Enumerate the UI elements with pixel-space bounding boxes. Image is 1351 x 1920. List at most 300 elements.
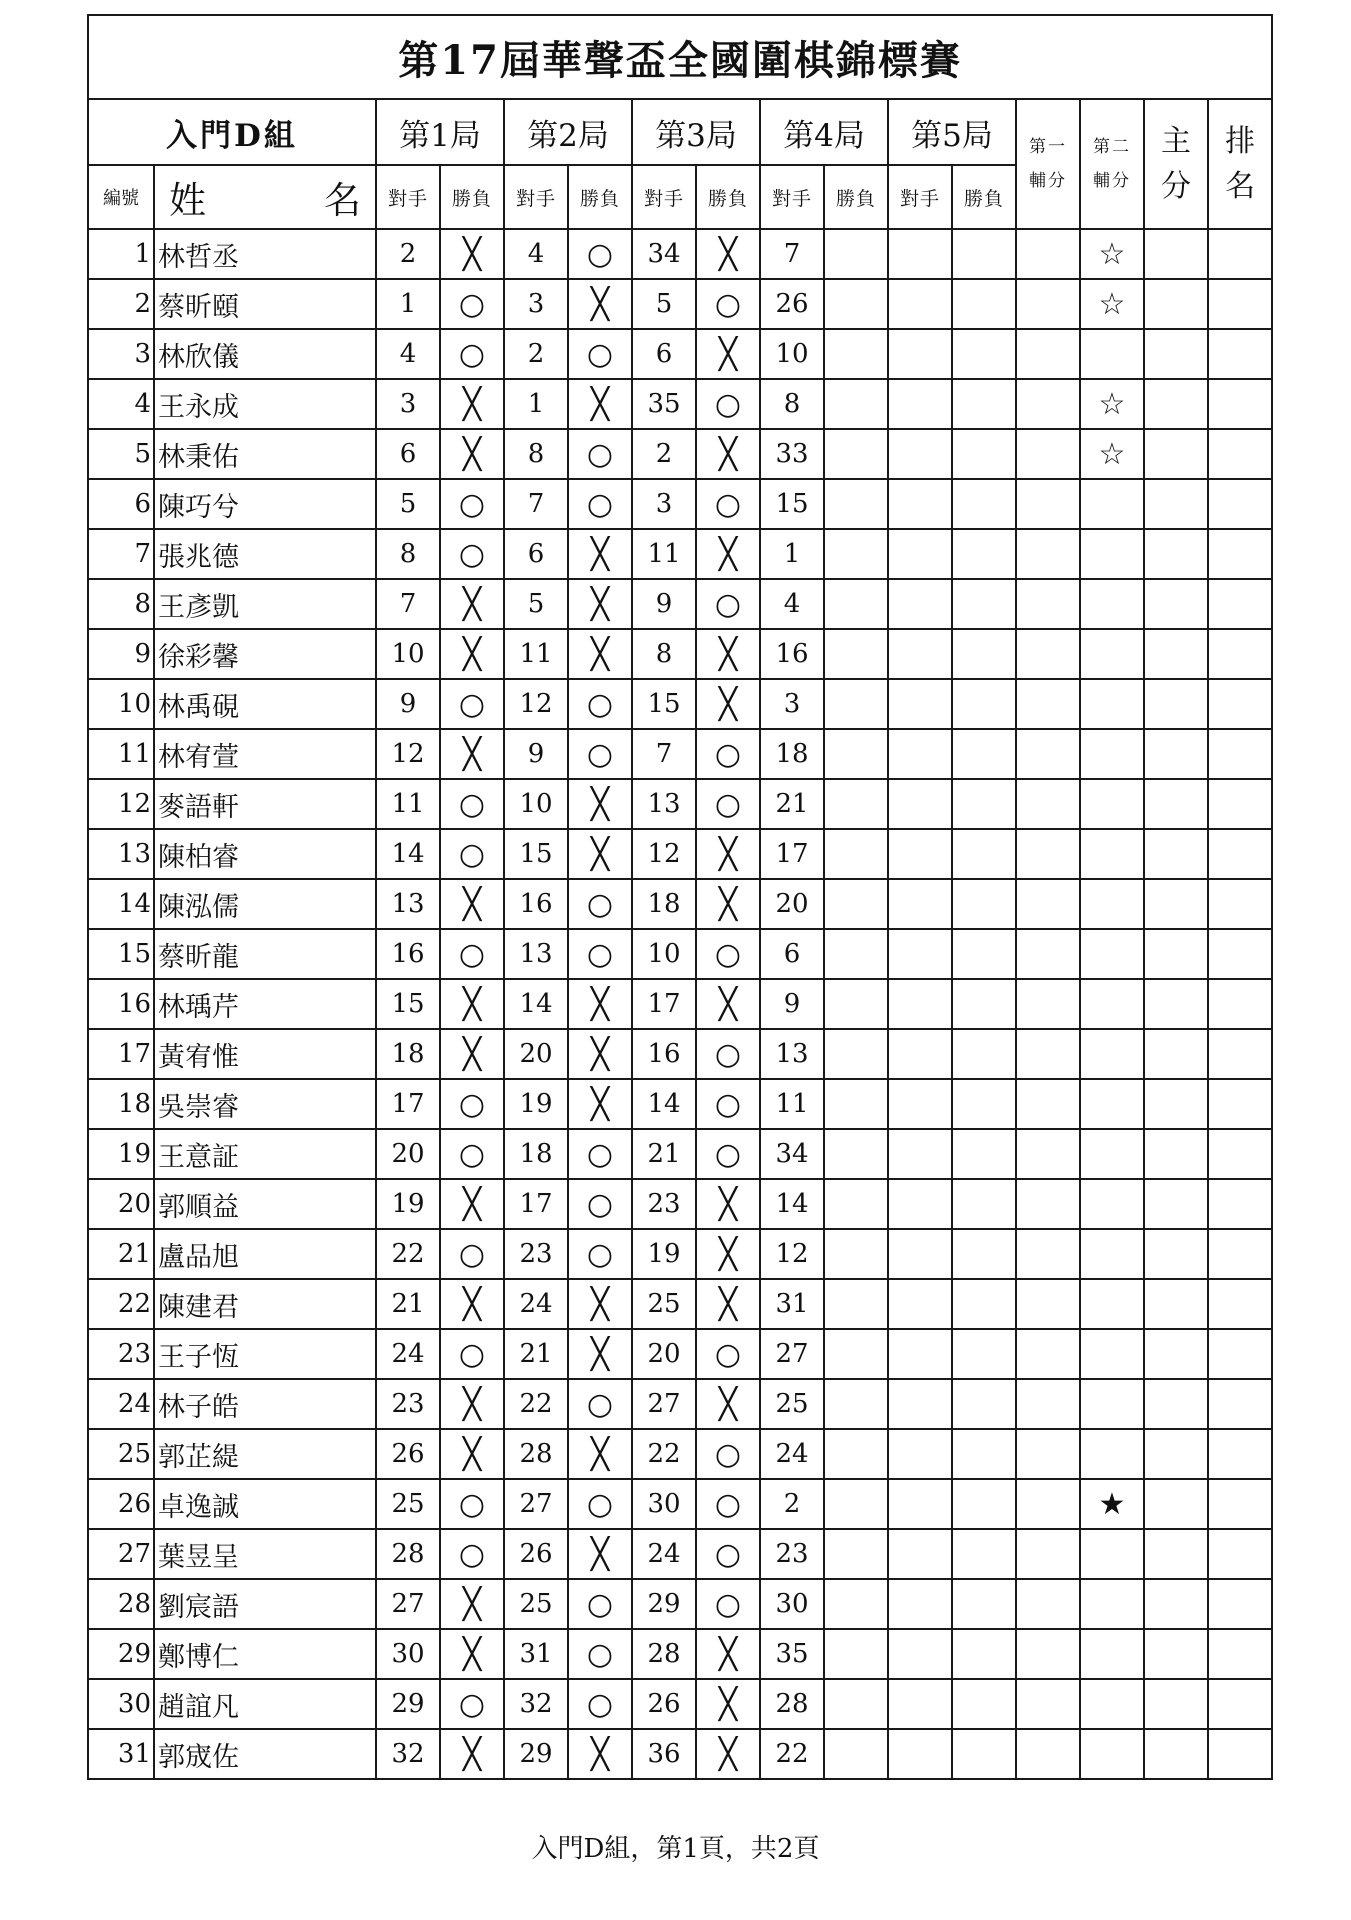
round-1-opponent: 10 — [376, 629, 440, 679]
round-1-opponent: 23 — [376, 1379, 440, 1429]
round-1-result: ╳ — [440, 1179, 504, 1229]
round-5-opponent — [888, 1629, 952, 1679]
round-3-result: ╳ — [696, 429, 760, 479]
round-1-opponent: 12 — [376, 729, 440, 779]
aux1-score — [1016, 1579, 1080, 1629]
round-2-result: ○ — [568, 229, 632, 279]
round-3-opponent: 11 — [632, 529, 696, 579]
player-name: 林哲丞 — [154, 229, 376, 279]
round-2-result: ╳ — [568, 1329, 632, 1379]
opponent-header: 對手 — [760, 165, 824, 229]
round-4-result — [824, 579, 888, 629]
round-3-result: ╳ — [696, 1229, 760, 1279]
player-name: 蔡昕頤 — [154, 279, 376, 329]
main-score — [1144, 379, 1208, 429]
round-4-result — [824, 929, 888, 979]
main-score — [1144, 479, 1208, 529]
round-2-result: ╳ — [568, 1729, 632, 1779]
round-5-result — [952, 1329, 1016, 1379]
aux1-score — [1016, 1729, 1080, 1779]
round-3-opponent: 24 — [632, 1529, 696, 1579]
table-row — [88, 729, 1272, 779]
player-number: 13 — [88, 829, 154, 879]
round-4-opponent: 6 — [760, 929, 824, 979]
round-1-result: ╳ — [440, 579, 504, 629]
main-score — [1144, 1179, 1208, 1229]
rank — [1208, 1079, 1272, 1129]
table-row — [88, 1479, 1272, 1529]
round-4-opponent: 14 — [760, 1179, 824, 1229]
round-2-opponent: 13 — [504, 929, 568, 979]
round-2-opponent: 14 — [504, 979, 568, 1029]
round-2-opponent: 23 — [504, 1229, 568, 1279]
player-number: 26 — [88, 1479, 154, 1529]
round-3-opponent: 2 — [632, 429, 696, 479]
aux1-score — [1016, 329, 1080, 379]
aux2-score — [1080, 1179, 1144, 1229]
aux2-header-line1: 第二 — [1093, 137, 1131, 157]
rank — [1208, 1229, 1272, 1279]
round-3-result: ○ — [696, 479, 760, 529]
round-4-result — [824, 1179, 888, 1229]
round-4-result — [824, 979, 888, 1029]
round-4-opponent: 18 — [760, 729, 824, 779]
player-name: 張兆德 — [154, 529, 376, 579]
player-number: 9 — [88, 629, 154, 679]
rank — [1208, 229, 1272, 279]
round-3-result: ╳ — [696, 979, 760, 1029]
aux1-score — [1016, 1029, 1080, 1079]
round-4-result — [824, 1279, 888, 1329]
round-1-opponent: 20 — [376, 1129, 440, 1179]
aux1-score — [1016, 579, 1080, 629]
round-1-opponent: 8 — [376, 529, 440, 579]
round-2-result: ○ — [568, 1479, 632, 1529]
player-name: 王子恆 — [154, 1329, 376, 1379]
round-1-result: ╳ — [440, 1379, 504, 1429]
round-4-result — [824, 879, 888, 929]
round-2-opponent: 32 — [504, 1679, 568, 1729]
aux1-score — [1016, 879, 1080, 929]
round-5-result — [952, 779, 1016, 829]
aux2-score — [1080, 979, 1144, 1029]
round-3-result: ○ — [696, 1329, 760, 1379]
round-1-result: ╳ — [440, 629, 504, 679]
round-5-opponent — [888, 879, 952, 929]
round-1-result: ╳ — [440, 1579, 504, 1629]
round-4-result — [824, 429, 888, 479]
table-row — [88, 379, 1272, 429]
rank — [1208, 679, 1272, 729]
rank — [1208, 579, 1272, 629]
aux2-score: ☆ — [1080, 279, 1144, 329]
round-3-opponent: 15 — [632, 679, 696, 729]
aux2-score — [1080, 329, 1144, 379]
round-3-opponent: 18 — [632, 879, 696, 929]
round-5-result — [952, 1529, 1016, 1579]
round-3-opponent: 35 — [632, 379, 696, 429]
round-1-result: ○ — [440, 1679, 504, 1729]
round-2-opponent: 9 — [504, 729, 568, 779]
round-1-opponent: 7 — [376, 579, 440, 629]
player-number: 18 — [88, 1079, 154, 1129]
round-1-opponent: 21 — [376, 1279, 440, 1329]
rank — [1208, 1029, 1272, 1079]
opponent-header: 對手 — [888, 165, 952, 229]
aux1-score — [1016, 1179, 1080, 1229]
table-row — [88, 679, 1272, 729]
aux2-score — [1080, 1679, 1144, 1729]
round-5-opponent — [888, 1329, 952, 1379]
aux1-score — [1016, 629, 1080, 679]
round-5-result — [952, 379, 1016, 429]
round-5-opponent — [888, 829, 952, 879]
table-row — [88, 1079, 1272, 1129]
aux1-score — [1016, 279, 1080, 329]
player-number: 12 — [88, 779, 154, 829]
table-row — [88, 429, 1272, 479]
aux2-score — [1080, 1329, 1144, 1379]
opponent-header: 對手 — [504, 165, 568, 229]
group-label: 入門D組 — [88, 99, 376, 165]
round-2-result: ╳ — [568, 1079, 632, 1129]
round-4-result — [824, 1129, 888, 1179]
round-5-result — [952, 229, 1016, 279]
round-4-opponent: 35 — [760, 1629, 824, 1679]
player-number: 17 — [88, 1029, 154, 1079]
round-4-opponent: 9 — [760, 979, 824, 1029]
round-5-opponent — [888, 1179, 952, 1229]
round-2-opponent: 10 — [504, 779, 568, 829]
player-number: 1 — [88, 229, 154, 279]
round-5-result — [952, 1729, 1016, 1779]
round-1-result: ╳ — [440, 1429, 504, 1479]
rank — [1208, 1129, 1272, 1179]
round-2-result: ╳ — [568, 629, 632, 679]
table-row — [88, 279, 1272, 329]
round-5-opponent — [888, 1429, 952, 1479]
aux1-header-line1: 第一 — [1029, 137, 1067, 157]
round-4-opponent: 23 — [760, 1529, 824, 1579]
round-2-result: ○ — [568, 729, 632, 779]
round-3-result: ╳ — [696, 1279, 760, 1329]
round-4-opponent: 4 — [760, 579, 824, 629]
table-row — [88, 879, 1272, 929]
round-4-opponent: 2 — [760, 1479, 824, 1529]
round-4-opponent: 26 — [760, 279, 824, 329]
player-name: 郭宬佐 — [154, 1729, 376, 1779]
aux1-score — [1016, 679, 1080, 729]
aux1-score — [1016, 1229, 1080, 1279]
aux2-score — [1080, 629, 1144, 679]
round-4-opponent: 17 — [760, 829, 824, 879]
round-3-result: ╳ — [696, 229, 760, 279]
main-score — [1144, 1379, 1208, 1429]
aux1-header — [1016, 99, 1080, 229]
round-1-opponent: 30 — [376, 1629, 440, 1679]
player-name: 王永成 — [154, 379, 376, 429]
table-row — [88, 479, 1272, 529]
round-4-result — [824, 279, 888, 329]
aux1-score — [1016, 1329, 1080, 1379]
aux1-score — [1016, 1379, 1080, 1429]
aux2-score — [1080, 579, 1144, 629]
main-score — [1144, 879, 1208, 929]
round-5-opponent — [888, 779, 952, 829]
round-5-result — [952, 1579, 1016, 1629]
table-row — [88, 779, 1272, 829]
aux2-score — [1080, 779, 1144, 829]
round-3-result: ○ — [696, 579, 760, 629]
round-2-opponent: 1 — [504, 379, 568, 429]
table-row — [88, 1279, 1272, 1329]
round-2-opponent: 3 — [504, 279, 568, 329]
round-4-opponent: 20 — [760, 879, 824, 929]
player-name: 郭芷緹 — [154, 1429, 376, 1479]
player-number: 29 — [88, 1629, 154, 1679]
aux1-score — [1016, 379, 1080, 429]
result-header: 勝負 — [568, 165, 632, 229]
round-4-opponent: 13 — [760, 1029, 824, 1079]
round-1-result: ○ — [440, 829, 504, 879]
round-5-opponent — [888, 479, 952, 529]
round-3-result: ╳ — [696, 1179, 760, 1229]
round-5-result — [952, 679, 1016, 729]
round-3-opponent: 20 — [632, 1329, 696, 1379]
round-2-opponent: 20 — [504, 1029, 568, 1079]
player-name: 林秉佑 — [154, 429, 376, 479]
round-2-opponent: 6 — [504, 529, 568, 579]
round-2-opponent: 29 — [504, 1729, 568, 1779]
main-score — [1144, 1729, 1208, 1779]
round-3-result: ╳ — [696, 1379, 760, 1429]
round-3-opponent: 9 — [632, 579, 696, 629]
round-3-opponent: 7 — [632, 729, 696, 779]
player-number: 22 — [88, 1279, 154, 1329]
round-1-result: ○ — [440, 679, 504, 729]
round-1-result: ○ — [440, 1229, 504, 1279]
main-score — [1144, 829, 1208, 879]
rank — [1208, 1529, 1272, 1579]
round-3-result: ╳ — [696, 1679, 760, 1729]
aux1-score — [1016, 1279, 1080, 1329]
round-4-result — [824, 379, 888, 429]
round-3-result: ╳ — [696, 1629, 760, 1679]
round-2-result: ╳ — [568, 279, 632, 329]
round-5-opponent — [888, 729, 952, 779]
rank-header — [1208, 99, 1272, 229]
main-score — [1144, 979, 1208, 1029]
round-3-result: ○ — [696, 279, 760, 329]
round-2-result: ╳ — [568, 529, 632, 579]
round-2-result: ╳ — [568, 1529, 632, 1579]
player-name: 吳崇睿 — [154, 1079, 376, 1129]
round-3-result: ○ — [696, 1129, 760, 1179]
round-1-result: ╳ — [440, 229, 504, 279]
aux1-score — [1016, 829, 1080, 879]
round-4-result — [824, 1379, 888, 1429]
round-5-result — [952, 1429, 1016, 1479]
rank — [1208, 1629, 1272, 1679]
rank — [1208, 379, 1272, 429]
round-1-opponent: 28 — [376, 1529, 440, 1579]
table-row — [88, 829, 1272, 879]
round-4-result — [824, 779, 888, 829]
round-1-opponent: 29 — [376, 1679, 440, 1729]
round-4-opponent: 1 — [760, 529, 824, 579]
round-1-opponent: 14 — [376, 829, 440, 879]
round-4-result — [824, 1229, 888, 1279]
round-5-result — [952, 729, 1016, 779]
round-1-result: ○ — [440, 1479, 504, 1529]
round-3-opponent: 29 — [632, 1579, 696, 1629]
player-number: 7 — [88, 529, 154, 579]
player-number: 4 — [88, 379, 154, 429]
aux1-score — [1016, 1479, 1080, 1529]
round-2-opponent: 16 — [504, 879, 568, 929]
round-5-opponent — [888, 629, 952, 679]
round-1-header: 第1局 — [376, 99, 504, 165]
main-score — [1144, 729, 1208, 779]
round-4-opponent: 30 — [760, 1579, 824, 1629]
round-3-opponent: 3 — [632, 479, 696, 529]
round-3-opponent: 16 — [632, 1029, 696, 1079]
round-1-result: ○ — [440, 929, 504, 979]
round-2-opponent: 31 — [504, 1629, 568, 1679]
table-row — [88, 979, 1272, 1029]
round-1-opponent: 22 — [376, 1229, 440, 1279]
round-4-result — [824, 1629, 888, 1679]
aux2-score — [1080, 829, 1144, 879]
round-2-result: ╳ — [568, 829, 632, 879]
rank — [1208, 279, 1272, 329]
round-4-opponent: 10 — [760, 329, 824, 379]
round-2-opponent: 4 — [504, 229, 568, 279]
round-3-result: ╳ — [696, 629, 760, 679]
main-score — [1144, 679, 1208, 729]
round-2-result: ╳ — [568, 979, 632, 1029]
main-score — [1144, 629, 1208, 679]
round-5-opponent — [888, 929, 952, 979]
round-5-result — [952, 1679, 1016, 1729]
round-5-result — [952, 529, 1016, 579]
player-name: 卓逸誠 — [154, 1479, 376, 1529]
round-2-result: ○ — [568, 1629, 632, 1679]
round-2-opponent: 8 — [504, 429, 568, 479]
round-2-opponent: 22 — [504, 1379, 568, 1429]
round-3-result: ○ — [696, 1529, 760, 1579]
player-number: 11 — [88, 729, 154, 779]
round-3-opponent: 19 — [632, 1229, 696, 1279]
table-row — [88, 329, 1272, 379]
round-1-result: ○ — [440, 779, 504, 829]
aux2-score — [1080, 1129, 1144, 1179]
round-2-result: ○ — [568, 1229, 632, 1279]
round-4-result — [824, 529, 888, 579]
round-4-opponent: 24 — [760, 1429, 824, 1479]
player-number: 5 — [88, 429, 154, 479]
round-2-opponent: 25 — [504, 1579, 568, 1629]
round-2-opponent: 26 — [504, 1529, 568, 1579]
round-1-result: ○ — [440, 479, 504, 529]
round-3-opponent: 22 — [632, 1429, 696, 1479]
round-4-result — [824, 1529, 888, 1579]
table-row — [88, 1729, 1272, 1779]
round-5-result — [952, 1029, 1016, 1079]
round-2-opponent: 17 — [504, 1179, 568, 1229]
round-2-opponent: 19 — [504, 1079, 568, 1129]
round-1-result: ╳ — [440, 379, 504, 429]
player-name: 鄭博仁 — [154, 1629, 376, 1679]
player-name: 林子皓 — [154, 1379, 376, 1429]
round-5-opponent — [888, 1279, 952, 1329]
round-5-result — [952, 479, 1016, 529]
main-score — [1144, 1079, 1208, 1129]
table-row — [88, 629, 1272, 679]
round-1-opponent: 13 — [376, 879, 440, 929]
player-number: 6 — [88, 479, 154, 529]
rank — [1208, 729, 1272, 779]
tournament-title: 第17屆華聲盃全國圍棋錦標賽 — [88, 15, 1272, 99]
round-5-opponent — [888, 279, 952, 329]
table-row — [88, 529, 1272, 579]
main-score — [1144, 1629, 1208, 1679]
round-4-opponent: 12 — [760, 1229, 824, 1279]
player-number: 8 — [88, 579, 154, 629]
player-name: 蔡昕龍 — [154, 929, 376, 979]
aux2-score — [1080, 879, 1144, 929]
round-2-result: ╳ — [568, 1029, 632, 1079]
aux2-score — [1080, 679, 1144, 729]
player-name: 林欣儀 — [154, 329, 376, 379]
table-row — [88, 1379, 1272, 1429]
round-5-opponent — [888, 429, 952, 479]
round-1-result: ○ — [440, 1129, 504, 1179]
table-row — [88, 1629, 1272, 1679]
round-3-result: ○ — [696, 929, 760, 979]
round-3-result: ○ — [696, 1579, 760, 1629]
aux2-score — [1080, 1579, 1144, 1629]
round-2-opponent: 15 — [504, 829, 568, 879]
round-4-result — [824, 729, 888, 779]
main-score — [1144, 229, 1208, 279]
round-1-result: ○ — [440, 329, 504, 379]
player-name: 劉宸語 — [154, 1579, 376, 1629]
main-score — [1144, 1329, 1208, 1379]
round-1-result: ○ — [440, 279, 504, 329]
round-5-result — [952, 1279, 1016, 1329]
page-footer: 入門D組，第1頁，共2頁 — [531, 1834, 820, 1864]
round-1-opponent: 25 — [376, 1479, 440, 1529]
round-5-result — [952, 929, 1016, 979]
result-header: 勝負 — [696, 165, 760, 229]
name-header-char2: 名 — [324, 179, 361, 222]
aux1-score — [1016, 929, 1080, 979]
round-3-opponent: 34 — [632, 229, 696, 279]
rank — [1208, 979, 1272, 1029]
round-5-result — [952, 879, 1016, 929]
table-row — [88, 1229, 1272, 1279]
rank — [1208, 1729, 1272, 1779]
main-score — [1144, 779, 1208, 829]
result-header: 勝負 — [952, 165, 1016, 229]
player-number: 27 — [88, 1529, 154, 1579]
round-1-opponent: 32 — [376, 1729, 440, 1779]
round-4-result — [824, 1079, 888, 1129]
table-row — [88, 1579, 1272, 1629]
round-3-result: ○ — [696, 729, 760, 779]
aux2-score — [1080, 1429, 1144, 1479]
